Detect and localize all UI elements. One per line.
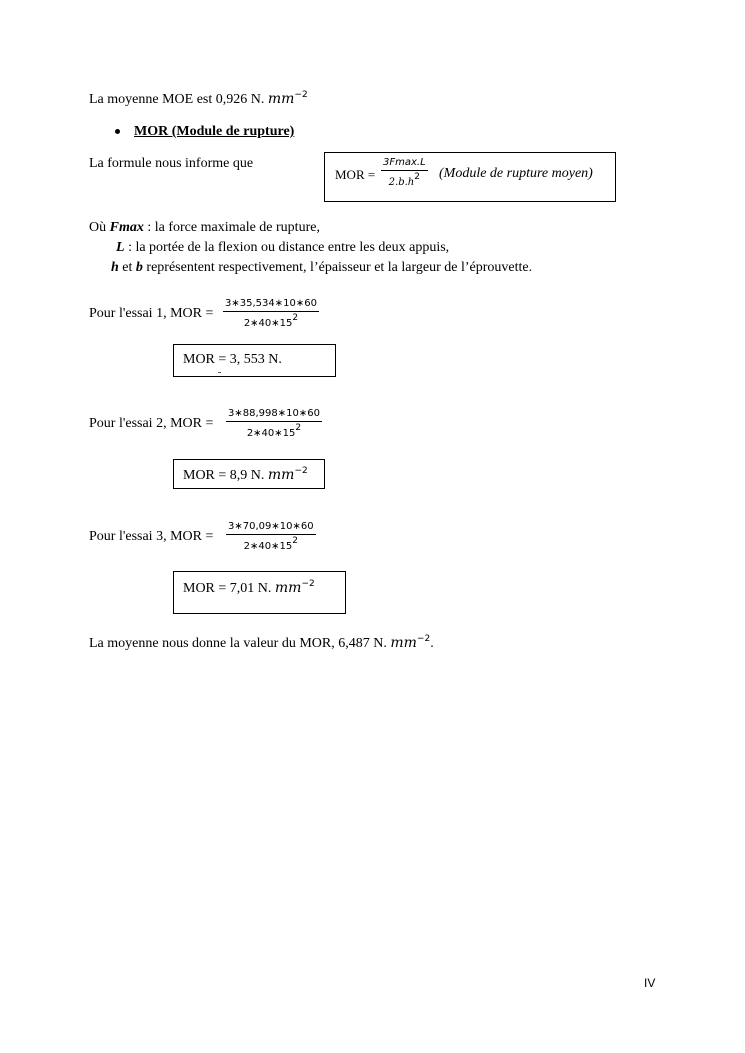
essai-1-result-box — [173, 344, 336, 377]
formula-fraction: 3Fmax.L $2.b.h^2$ — [383, 157, 426, 188]
formula-numerator: 3Fmax.L — [383, 157, 426, 168]
essai-1-label: Pour l'essai 1, MOR = — [89, 306, 214, 321]
essai-2-fraction: 3∗88,998∗10∗60 $2∗40∗15^2$ — [228, 408, 320, 439]
formula-intro: La formule nous informe que — [89, 156, 254, 171]
essai-3-result-box — [173, 571, 346, 614]
essai-2-denominator: 2∗40∗15 — [246, 428, 296, 439]
formula-label: MOR = — [335, 167, 376, 182]
unit: mm — [267, 91, 295, 107]
essai-3-result: MOR = 7,01 N. $mm^{-2}$ — [183, 579, 315, 596]
formula-denominator: 2.b.h — [388, 177, 415, 188]
essai-3-denominator: 2∗40∗15 — [243, 541, 293, 552]
definition-h-b: h et b représentent respectivement, l’épaisseur et la largeur de l’éprouvette. — [111, 260, 533, 275]
formula-box — [324, 152, 616, 202]
moe-mean-line: La moyenne MOE est 0,926 N. $mm^{-2}$ — [89, 90, 308, 107]
essai-1-numerator: 3∗35,534∗10∗60 — [225, 298, 317, 309]
essai-2-result-box — [173, 459, 325, 489]
definition-l: L : la portée de la flexion ou distance entre les deux appuis, — [116, 240, 450, 255]
essai-3-label: Pour l'essai 3, MOR = — [89, 529, 214, 544]
essai-3-fraction: 3∗70,09∗10∗60 $2∗40∗15^2$ — [228, 521, 314, 552]
section-title: MOR (Module de rupture) — [134, 124, 295, 139]
formula-note: (Module de rupture moyen) — [439, 166, 593, 181]
essai-3-numerator: 3∗70,09∗10∗60 — [228, 521, 314, 532]
mor-mean-line: La moyenne nous donne la valeur du MOR, 6,487 N. $mm^{-2}$. — [89, 634, 434, 651]
essai-2-numerator: 3∗88,998∗10∗60 — [228, 408, 320, 419]
essai-1-fraction: 3∗35,534∗10∗60 $2∗40∗15^2$ — [225, 298, 317, 329]
bullet-icon — [115, 129, 120, 134]
page-number: IV — [644, 976, 656, 990]
essai-1-result: MOR = 3, 553 N. — [183, 352, 282, 367]
essai-1-denominator: 2∗40∗15 — [243, 318, 293, 329]
definition-fmax: Où Fmax : la force maximale de rupture, — [89, 220, 320, 235]
exponent: −2 — [294, 90, 308, 100]
essai-2-label: Pour l'essai 2, MOR = — [89, 416, 214, 431]
essai-2-result: MOR = 8,9 N. $mm^{-2}$ — [183, 466, 308, 483]
